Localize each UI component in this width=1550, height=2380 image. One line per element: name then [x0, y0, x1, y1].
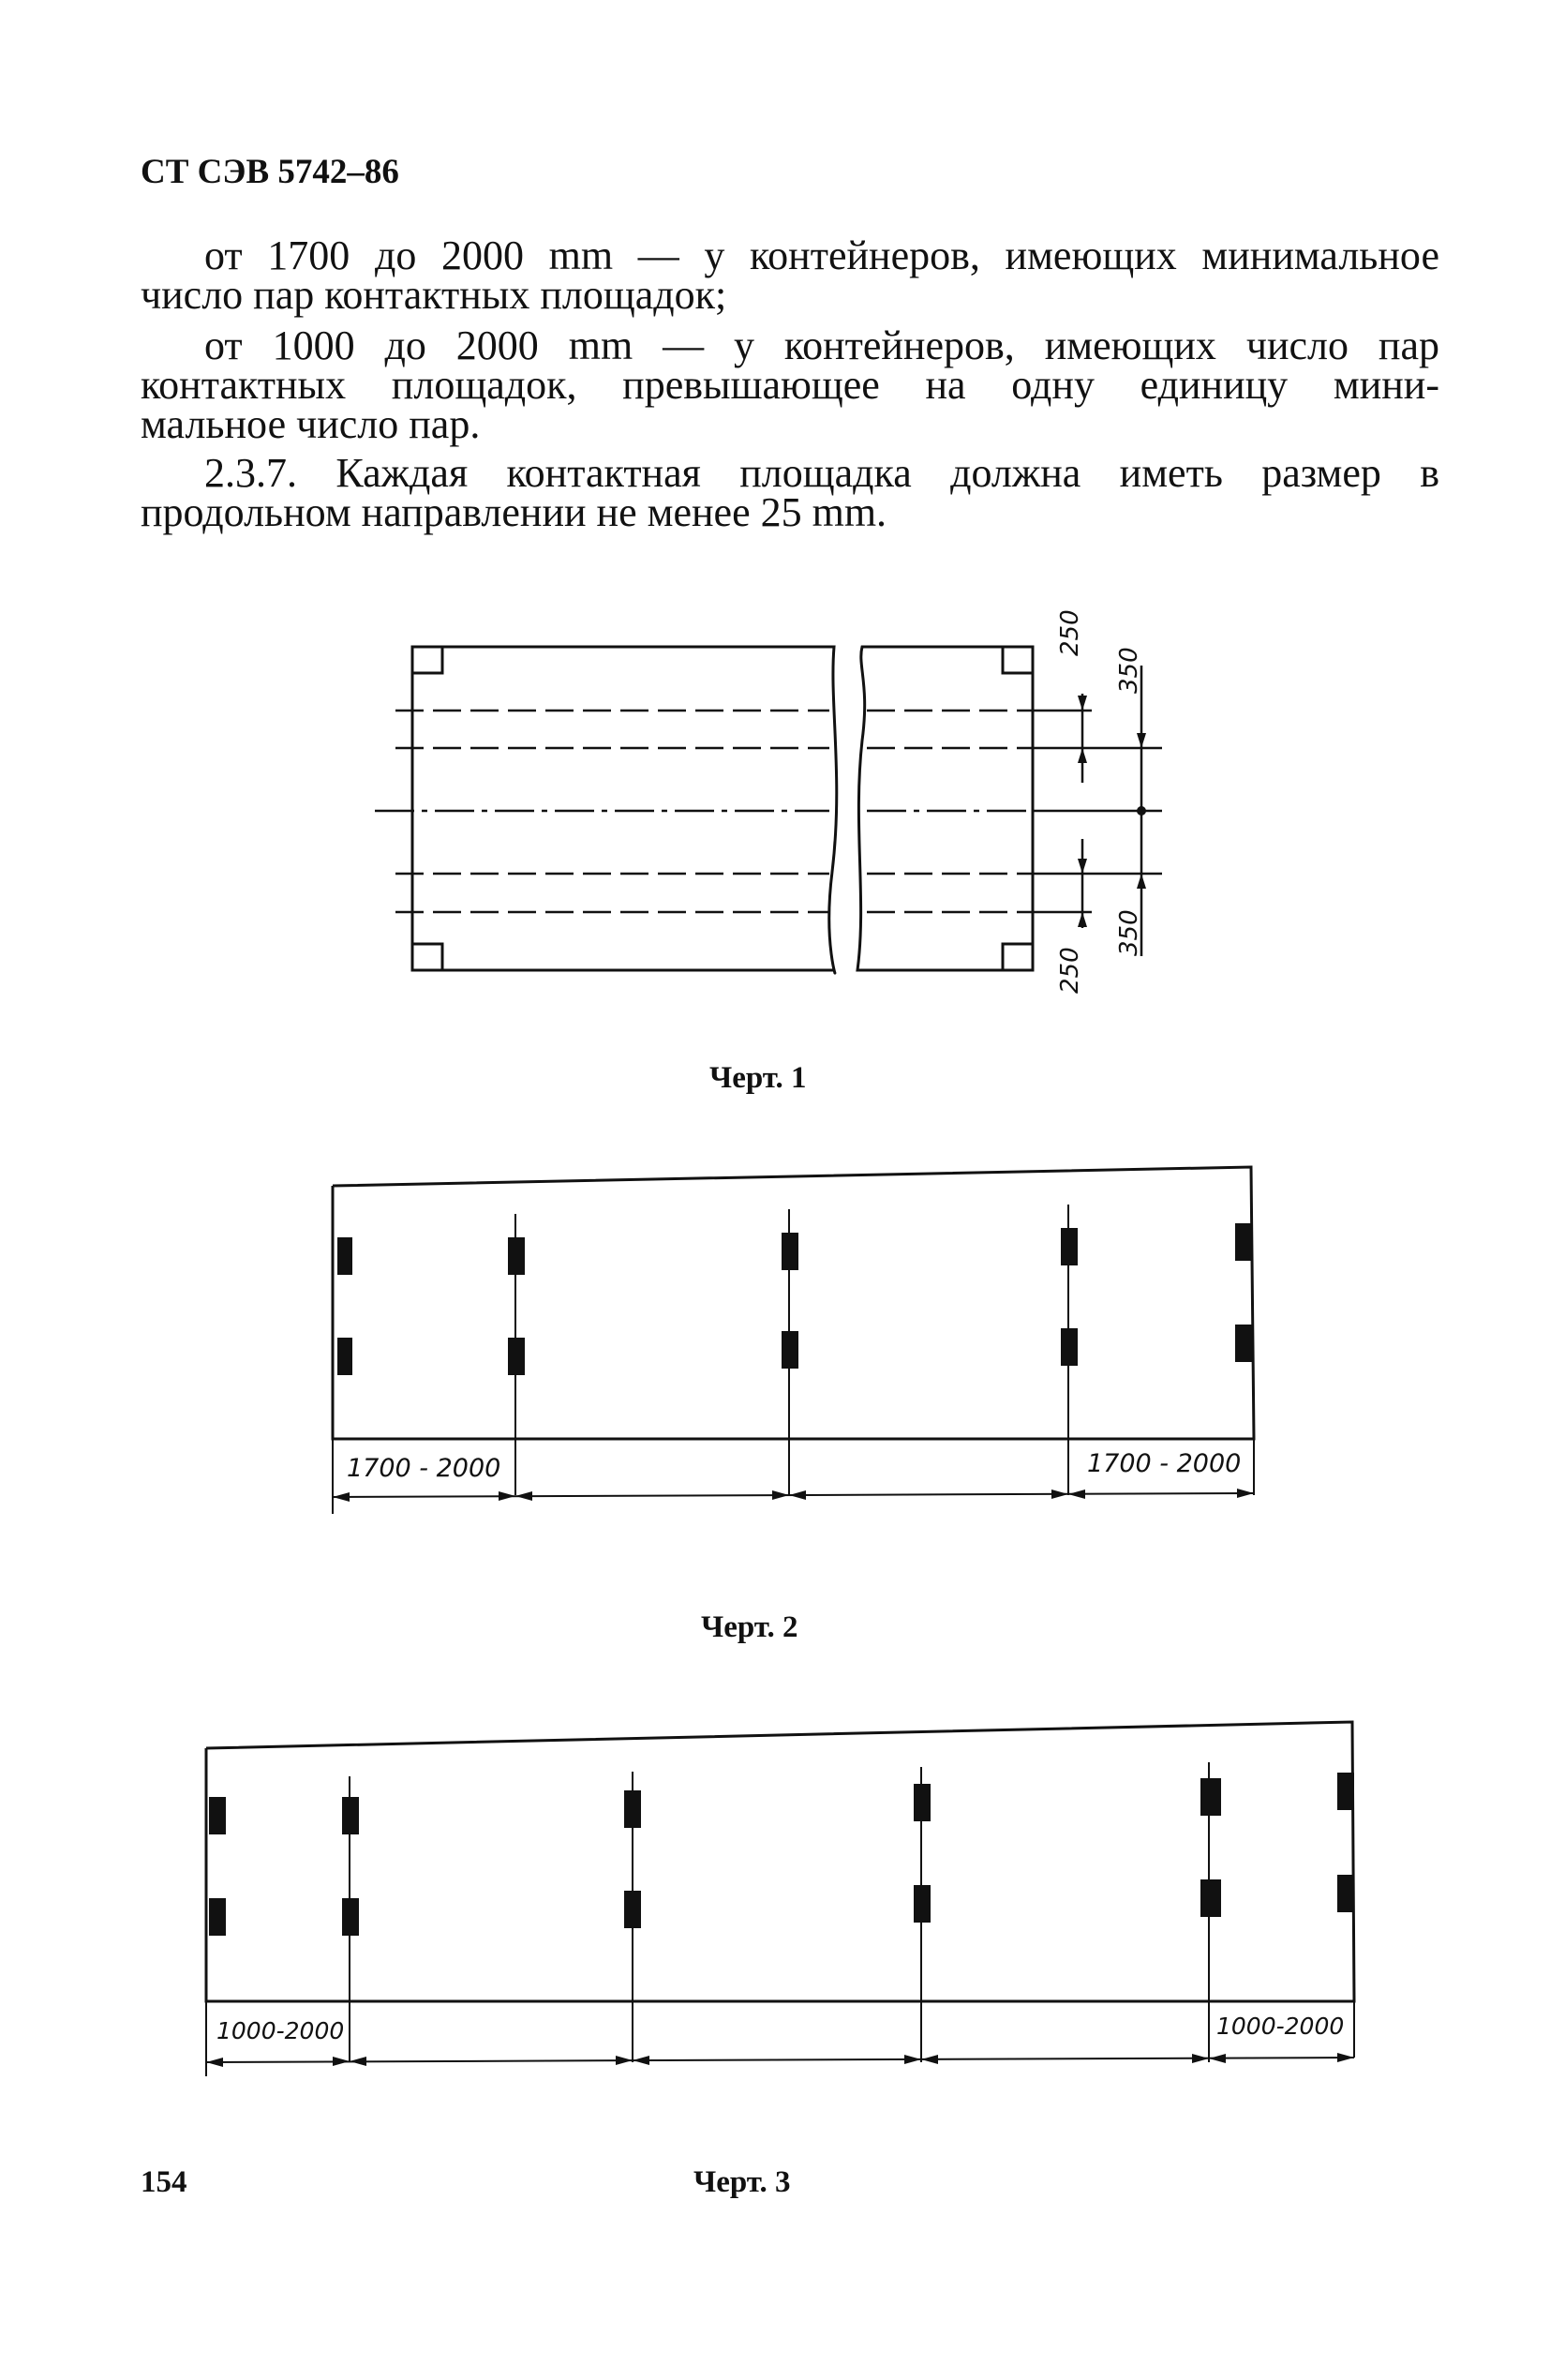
- figure-1-drawing: [356, 591, 1200, 1012]
- paragraph-3: [141, 450, 1439, 535]
- paragraph-2: [141, 322, 1439, 447]
- container-outline: [333, 1167, 1254, 1439]
- contact-pad: [508, 1237, 525, 1275]
- dimension-line: [206, 2058, 1354, 2062]
- arrow: [772, 1490, 789, 1500]
- arrow: [333, 1492, 350, 1502]
- arrow: [789, 1490, 806, 1500]
- arrow: [1237, 1489, 1254, 1498]
- dim-label-right: 1000-2000: [1216, 2013, 1345, 2040]
- arrow: [1078, 912, 1087, 927]
- contact-pad: [337, 1338, 352, 1375]
- contact-pad: [624, 1790, 641, 1828]
- contact-pad: [508, 1338, 525, 1375]
- contact-pad: [342, 1797, 359, 1834]
- arrow: [1068, 1489, 1085, 1499]
- page-number: 154: [141, 2165, 187, 2199]
- contact-pad: [1061, 1228, 1078, 1265]
- dim-label-top-outer: 350: [1115, 647, 1143, 694]
- dim-label-left: 1700 - 2000: [347, 1454, 501, 1483]
- dim-label-bottom-outer: 350: [1115, 909, 1143, 956]
- arrow: [1337, 2053, 1354, 2062]
- arrow: [333, 2057, 350, 2066]
- contact-pad: [1235, 1325, 1252, 1362]
- contact-pad: [209, 1797, 226, 1834]
- arrow: [921, 2055, 938, 2064]
- contact-pad: [624, 1891, 641, 1928]
- figure-2-caption: Черт. 2: [701, 1610, 798, 1644]
- figure-3-drawing: [192, 1711, 1382, 2086]
- contact-pad: [914, 1885, 931, 1923]
- arrow: [1192, 2054, 1209, 2063]
- contact-pad: [1337, 1875, 1354, 1912]
- arrow: [515, 1491, 532, 1501]
- dim-label-top-inner: 250: [1056, 609, 1084, 656]
- arrow: [1137, 733, 1146, 748]
- container-outline: [206, 1722, 1354, 2001]
- paragraph-line: число пар контактных площадок;: [141, 272, 727, 318]
- contact-pad: [1337, 1773, 1354, 1810]
- arrow: [1078, 748, 1087, 763]
- contact-pad: [782, 1233, 798, 1270]
- arrow: [616, 2056, 633, 2065]
- figure-2-drawing: [319, 1158, 1274, 1523]
- dim-label-bottom-inner: 250: [1056, 947, 1084, 994]
- paragraph-line: контактных площадок, превышающее на одну единицу мини-: [141, 362, 1439, 408]
- contact-pad: [209, 1898, 226, 1936]
- paragraph-line: продольном направлении не менее 25 mm.: [141, 489, 887, 535]
- contact-pad: [782, 1331, 798, 1369]
- arrow: [633, 2056, 649, 2065]
- arrow: [1209, 2054, 1226, 2063]
- paragraph-line: мальное число пар.: [141, 401, 481, 447]
- container-right-part: [857, 647, 1033, 970]
- arrow: [1137, 874, 1146, 889]
- arrow: [206, 2058, 223, 2067]
- standard-header: СТ СЭВ 5742–86: [141, 153, 399, 191]
- figure-1-caption: Черт. 1: [709, 1061, 807, 1095]
- paragraph-line: от 1700 до 2000 mm — у контейнеров, имеющих минимальное: [204, 232, 1439, 278]
- arrow: [1078, 696, 1087, 711]
- paragraph-line: 2.3.7. Каждая контактная площадка должна иметь размер в: [204, 450, 1439, 496]
- arrow: [1078, 859, 1087, 874]
- corner-pad: [412, 647, 442, 673]
- paragraph-1: [141, 232, 1439, 318]
- contact-pad: [1200, 1879, 1221, 1917]
- contact-pad: [337, 1237, 352, 1275]
- contact-pad: [1200, 1778, 1221, 1816]
- contact-pad: [1235, 1223, 1252, 1261]
- contact-pad: [1061, 1328, 1078, 1366]
- arrow: [1051, 1489, 1068, 1499]
- contact-pad: [914, 1784, 931, 1821]
- corner-pad: [1003, 647, 1033, 673]
- paragraph-line: от 1000 до 2000 mm — у контейнеров, имеющих число пар: [204, 322, 1439, 368]
- dim-label-right: 1700 - 2000: [1087, 1449, 1242, 1478]
- arrow: [499, 1491, 515, 1501]
- dim-label-left: 1000-2000: [216, 2017, 345, 2044]
- arrow: [904, 2055, 921, 2064]
- corner-pad: [1003, 944, 1033, 970]
- corner-pad: [412, 944, 442, 970]
- arrow: [350, 2057, 366, 2066]
- center-point: [1137, 806, 1146, 816]
- figure-3-caption: Черт. 3: [693, 2165, 791, 2199]
- contact-pad: [342, 1898, 359, 1936]
